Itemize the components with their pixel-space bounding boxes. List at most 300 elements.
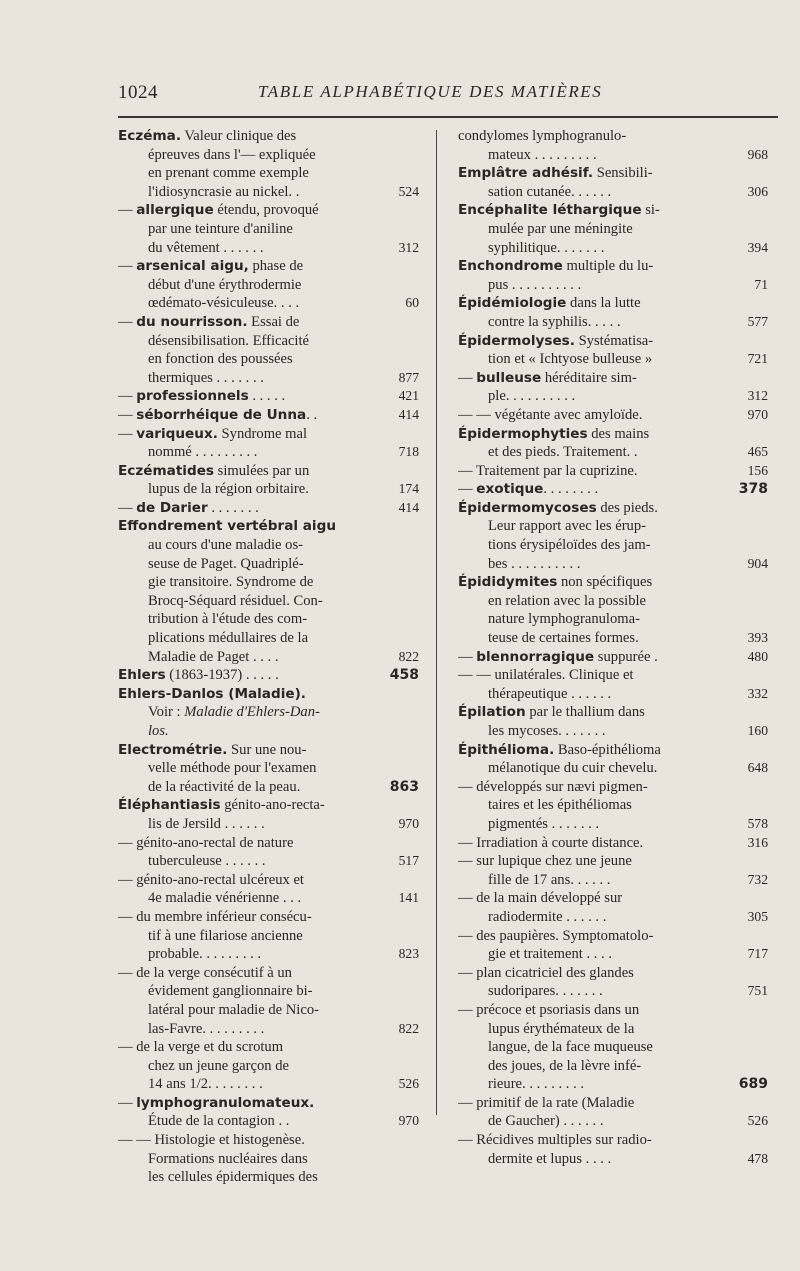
page-reference: 721 [747,351,768,367]
entry-text: — [118,313,137,330]
entry-line [458,555,710,574]
entry-text: — des paupières. Symptomatolo- [458,927,654,944]
entry-line [118,648,403,667]
page-reference: 480 [747,648,768,664]
running-header [118,82,768,106]
entry-text: — Traitement par la cuprizine. [458,462,638,479]
entry-text: nature lymphogranuloma- [488,611,640,628]
entry-text: — [458,369,477,386]
entry-text: — — Histologie et histogenèse. [118,1132,305,1149]
entry-text: thérapeutique . . . . . . [488,685,612,702]
entry-text: Étude de la contagion . . [148,1113,290,1130]
entry-heading: Ehlers-Danlos (Maladie). [118,685,306,702]
entry-line [458,573,710,592]
entry-text: . . . . . . . . [543,481,599,498]
entry-text: début d'une érythrodermie [148,276,302,293]
entry-line [118,369,403,388]
entry-text: par une teinture d'aniline [148,220,293,237]
entry-text: œdémato-vésiculeuse. . . . [148,295,300,312]
entry-line [118,127,403,146]
entry-line [458,964,710,983]
page-reference: 718 [398,444,419,460]
index-entry [458,648,768,667]
entry-line [458,629,710,648]
entry-text: Baso-épithélioma [554,741,661,758]
index-entry [118,1131,403,1187]
entry-line [458,201,710,220]
index-entry [458,964,768,1001]
entry-line [458,815,710,834]
page-reference: 904 [747,555,768,571]
index-entry [118,741,419,797]
page-reference: 823 [398,946,419,962]
entry-text: l'idiosyncrasie au nickel. . [148,183,300,200]
entry-line [118,685,403,704]
entry-text: des mains [587,425,650,442]
entry-text: rieure. . . . . . . . . [488,1076,585,1093]
page-reference: 517 [398,853,419,869]
entry-line [118,908,403,927]
index-entry [118,871,419,908]
entry-heading: Épidermolyses. [458,332,575,349]
entry-text: Valeur clinique des [180,128,297,144]
entry-line [458,313,710,332]
entry-line [458,499,710,518]
column-divider [436,130,437,1115]
index-entry [458,666,768,703]
entry-text: de Gaucher) . . . . . . [488,1113,604,1130]
entry-line [118,834,403,853]
entry-heading: Épidermophyties [458,425,588,442]
index-entry [458,480,768,499]
entry-text: — de la verge et du scrotum [118,1039,284,1056]
entry-text: seuse de Paget. Quadriplé- [148,555,304,572]
entry-text: tribution à l'étude des com- [148,611,308,628]
entry-text: suppurée . [594,648,658,665]
index-column-left [118,127,419,1187]
entry-text: lis de Jersild . . . . . . [148,815,265,832]
entry-line [118,1168,403,1187]
entry-line [118,573,403,592]
entry-text: 4e maladie vénérienne . . . [148,890,302,907]
entry-text: fille de 17 ans. . . . . . [488,871,611,888]
index-entry [458,1094,768,1131]
entry-line [118,610,403,629]
index-entry [458,406,768,425]
page-reference: 60 [405,295,419,311]
entry-text: non spécifiques [557,574,653,591]
entry-text: mateux . . . . . . . . . [488,146,597,163]
page-reference: 305 [747,908,768,924]
entry-line [458,852,710,871]
index-entry [458,425,768,462]
entry-text: Leur rapport avec les érup- [488,518,647,535]
page-reference: 578 [747,815,768,831]
index-entry [458,257,768,294]
entry-text: — plan cicatriciel des glandes [458,964,634,981]
page-reference: 312 [747,388,768,404]
entry-text: 14 ans 1/2. . . . . . . . [148,1076,263,1093]
entry-text: et des pieds. Traitement. . [488,444,638,461]
entry-line [118,666,403,685]
page-reference: 141 [398,890,419,906]
page-reference: 174 [398,481,419,497]
entry-line [118,536,403,555]
entry-heading: bulleuse [476,369,542,386]
entry-line [118,796,403,815]
entry-line [118,406,403,425]
entry-line [458,1020,710,1039]
index-entry [118,127,419,201]
entry-text: — [118,388,137,405]
index-entry [458,462,768,481]
entry-line [118,722,403,741]
index-entry [458,778,768,834]
index-entry [118,313,419,387]
entry-heading: Épididymites [458,574,558,591]
index-entry [458,889,768,926]
entry-line [118,1038,403,1057]
page-number: 1024 [118,82,158,103]
entry-text: génito-ano-recta- [220,797,325,814]
page-reference: 877 [398,369,419,385]
entry-line [118,945,403,964]
index-entry [458,1131,768,1168]
entry-line [458,387,710,406]
entry-line [118,220,403,239]
index-entry [458,294,768,331]
entry-text: multiple du lu- [562,258,654,275]
entry-heading: Épidermomycoses [458,499,597,516]
entry-line [118,164,403,183]
header-rule [118,116,778,118]
index-entry [118,387,419,406]
entry-line [118,443,403,462]
entry-text: — génito-ano-rectal ulcéreux et [118,871,304,888]
entry-line [458,425,710,444]
entry-text: . . . . . . . [207,499,259,516]
entry-text: épreuves dans l'— expliquée [148,146,316,163]
entry-heading: Épilation [458,704,526,721]
page-reference: 160 [747,723,768,738]
entry-text: — précoce et psoriasis dans un [458,1001,640,1018]
entry-line [118,759,403,778]
entry-line [458,443,710,462]
entry-text: tif à une filariose ancienne [148,927,303,944]
index-entry [458,703,768,740]
entry-line [458,1094,710,1113]
entry-line [458,610,710,629]
entry-line [458,982,710,1001]
entry-line [118,1131,403,1150]
entry-text: — sur lupique chez une jeune [458,853,632,870]
entry-text: taires et les épithéliomas [488,797,632,814]
entry-heading: Emplâtre adhésif. [458,165,594,182]
page-reference: 332 [747,685,768,701]
entry-heading: Ehlers [118,667,166,684]
entry-text: dermite et lupus . . . . [488,1150,612,1167]
page-reference: 526 [747,1113,768,1129]
entry-text: — primitif de la rate (Maladie [458,1094,635,1111]
entry-line [458,778,710,797]
entry-heading: arsenical aigu, [136,258,249,275]
entry-text: thermiques . . . . . . . [148,369,264,386]
entry-text: désensibilisation. Efficacité [148,332,310,349]
entry-text: sation cutanée. . . . . . [488,183,612,200]
index-entry [118,685,403,741]
entry-text: — de la verge consécutif à un [118,964,292,981]
index-entry [118,908,419,964]
entry-line [118,815,403,834]
entry-text: pigmentés . . . . . . . [488,815,600,832]
entry-text: étendu, provoqué [213,202,319,219]
entry-text: Syndrome mal [217,425,308,442]
entry-text: au cours d'une maladie os- [148,537,304,554]
index-entry [458,852,768,889]
page-reference: 822 [398,1020,419,1036]
entry-line [118,313,403,332]
entry-text: lupus érythémateux de la [488,1020,635,1037]
page-reference: 421 [398,388,419,404]
entry-line [458,648,710,667]
entry-line [118,276,403,295]
entry-line [458,796,710,815]
entry-line [118,425,403,444]
page-reference: 863 [389,778,419,795]
entry-heading: Enchondrome [458,258,563,275]
entry-heading: Éléphantiasis [118,797,221,814]
entry-text: syphilitique. . . . . . . [488,239,605,256]
entry-heading: Effondrement vertébral aigu [118,518,337,535]
entry-text: (1863-1937) . . . . . [165,667,279,684]
entry-heading: Eczématides [118,462,215,479]
entry-text: Voir : [148,704,185,721]
entry-line [458,1150,710,1169]
page-reference: 393 [747,630,768,646]
entry-line [118,964,403,983]
entry-text: tuberculeuse . . . . . . [148,853,266,870]
index-entry [118,517,419,666]
entry-line [458,889,710,908]
entry-text: héréditaire sim- [541,369,637,386]
entry-text: nommé . . . . . . . . . [148,444,258,461]
entry-line [118,1001,403,1020]
entry-heading: Épithélioma. [458,741,555,758]
entry-line [118,1150,403,1169]
page-reference: 970 [398,815,419,831]
page-reference: 458 [389,667,419,684]
index-entry [458,127,768,164]
page-reference: 316 [747,834,768,850]
entry-text: Maladie de Paget . . . . [148,648,279,665]
entry-text: langue, de la face muqueuse [488,1039,653,1056]
entry-text: les cellules épidermiques des [148,1169,318,1186]
entry-text: évidement ganglionnaire bi- [148,983,313,1000]
entry-text: — [118,499,137,516]
entry-text: gie et traitement . . . . [488,946,613,963]
entry-line [458,1057,710,1076]
entry-line [118,387,403,406]
entry-line [118,517,403,536]
page-reference: 526 [398,1076,419,1092]
page-reference: 465 [747,444,768,460]
entry-line [458,239,710,258]
entry-text: contre la syphilis. . . . . [488,313,621,330]
entry-heading: variqueux. [136,425,218,442]
entry-line [118,257,403,276]
index-entry [118,425,419,462]
entry-line [118,555,403,574]
index-entry [118,406,419,425]
entry-line [118,778,403,797]
entry-text: plications médullaires de la [148,630,309,647]
page-reference: 414 [398,406,419,422]
page-reference: 970 [747,406,768,422]
entry-line [458,480,710,499]
entry-text: — [458,648,477,665]
entry-text: Brocq-Séquard résiduel. Con- [148,592,323,609]
page-reference: 822 [398,648,419,664]
entry-line [458,350,710,369]
entry-line [458,703,710,722]
index-entry [458,741,768,778]
entry-text: las-Favre. . . . . . . . . [148,1020,265,1037]
entry-line [458,183,710,202]
entry-heading: exotique [476,481,544,498]
entry-text: — Récidives multiples sur radio- [458,1132,652,1149]
entry-text: — de la main développé sur [458,890,623,907]
entry-line [458,759,710,778]
page-reference: 378 [738,481,768,498]
entry-line [458,1112,710,1131]
entry-line [458,164,710,183]
page-reference: 968 [747,146,768,162]
entry-text: dans la lutte [566,295,641,312]
page-reference: 71 [754,276,768,292]
entry-line [118,201,403,220]
entry-text: en fonction des poussées [148,351,293,368]
entry-line [458,220,710,239]
entry-text: des pieds. [596,499,658,516]
index-entry [118,796,419,833]
entry-line [118,629,403,648]
entry-text: les mycoses. . . . . . . [488,723,606,739]
entry-line [118,1075,403,1094]
entry-line [118,982,403,1001]
entry-text: des joues, de la lèvre infé- [488,1057,642,1074]
entry-text: du vêtement . . . . . . [148,239,264,256]
index-entry [458,164,768,201]
entry-line [458,332,710,351]
index-entry [458,1001,768,1094]
entry-line [458,146,710,165]
entry-line [458,945,710,964]
entry-text: Formations nucléaires dans [148,1150,308,1167]
entry-text: condylomes lymphogranulo- [458,128,627,144]
index-entry [458,201,768,257]
entry-text: — [118,1094,137,1111]
entry-text: Sensibili- [593,165,653,182]
entry-line [118,703,403,722]
entry-line [118,350,403,369]
entry-text: en relation avec la possible [488,592,647,609]
entry-text: en prenant comme exemple [148,165,309,182]
entry-heading: Épidémiologie [458,295,567,312]
index-entry [118,201,419,257]
entry-line [118,146,403,165]
entry-text: — du membre inférieur consécu- [118,908,312,925]
entry-heading: blennorragique [476,648,595,665]
entry-line [118,1112,403,1131]
entry-text: par le thallium dans [525,704,645,721]
entry-text: tion et « Ichtyose bulleuse » [488,351,653,368]
entry-text: gie transitoire. Syndrome de [148,574,314,591]
page-reference: 306 [747,183,768,199]
entry-text: — Irradiation à courte distance. [458,834,644,851]
entry-text: mélanotique du cuir chevelu. [488,760,658,777]
entry-text: — [118,425,137,442]
entry-heading: allergique [136,202,214,219]
entry-heading: Eczéma. [118,128,181,144]
entry-heading: séborrhéique de Unna [136,406,307,423]
entry-line [118,871,403,890]
index-entry [458,927,768,964]
entry-line [458,1131,710,1150]
entry-text: lupus de la région orbitaire. [148,481,309,498]
entry-line [458,276,710,295]
entry-text: probable. . . . . . . . . [148,946,262,963]
index-entry [118,1038,419,1094]
page-reference: 717 [747,946,768,962]
entry-heading: de Darier [136,499,208,516]
entry-text: . . [306,406,318,423]
entry-text: radiodermite . . . . . . [488,908,607,925]
page-reference: 751 [747,983,768,999]
entry-line [118,239,403,258]
entry-text: si- [641,202,660,219]
entry-line [458,517,710,536]
index-entry [458,834,768,853]
entry-line [458,462,710,481]
entry-line [118,1094,403,1113]
entry-text: phase de [248,258,304,275]
entry-text: de la réactivité de la peau. [148,778,301,795]
entry-text: Maladie d'Ehlers-Dan- [184,704,320,721]
entry-line [458,908,710,927]
entry-line [458,871,710,890]
entry-text: — [458,481,477,498]
page-reference: 414 [398,499,419,515]
entry-text: los. [148,723,169,739]
index-entry [118,666,419,685]
entry-text: — [118,202,137,219]
entry-line [458,1075,710,1094]
index-entry [458,573,768,647]
entry-text: simulées par un [214,462,310,479]
page-reference: 312 [398,239,419,255]
entry-text: Systématisa- [574,332,654,349]
entry-line [118,1057,403,1076]
entry-heading: Electrométrie. [118,741,228,758]
entry-line [458,369,710,388]
page-reference: 648 [747,760,768,776]
index-entry [118,499,419,518]
entry-line [458,257,710,276]
page-reference: 689 [738,1076,768,1093]
entry-text: tions érysipéloïdes des jam- [488,537,651,554]
entry-text: — — végétante avec amyloïde. [458,406,643,423]
entry-heading: lymphogranulomateux. [136,1094,315,1111]
